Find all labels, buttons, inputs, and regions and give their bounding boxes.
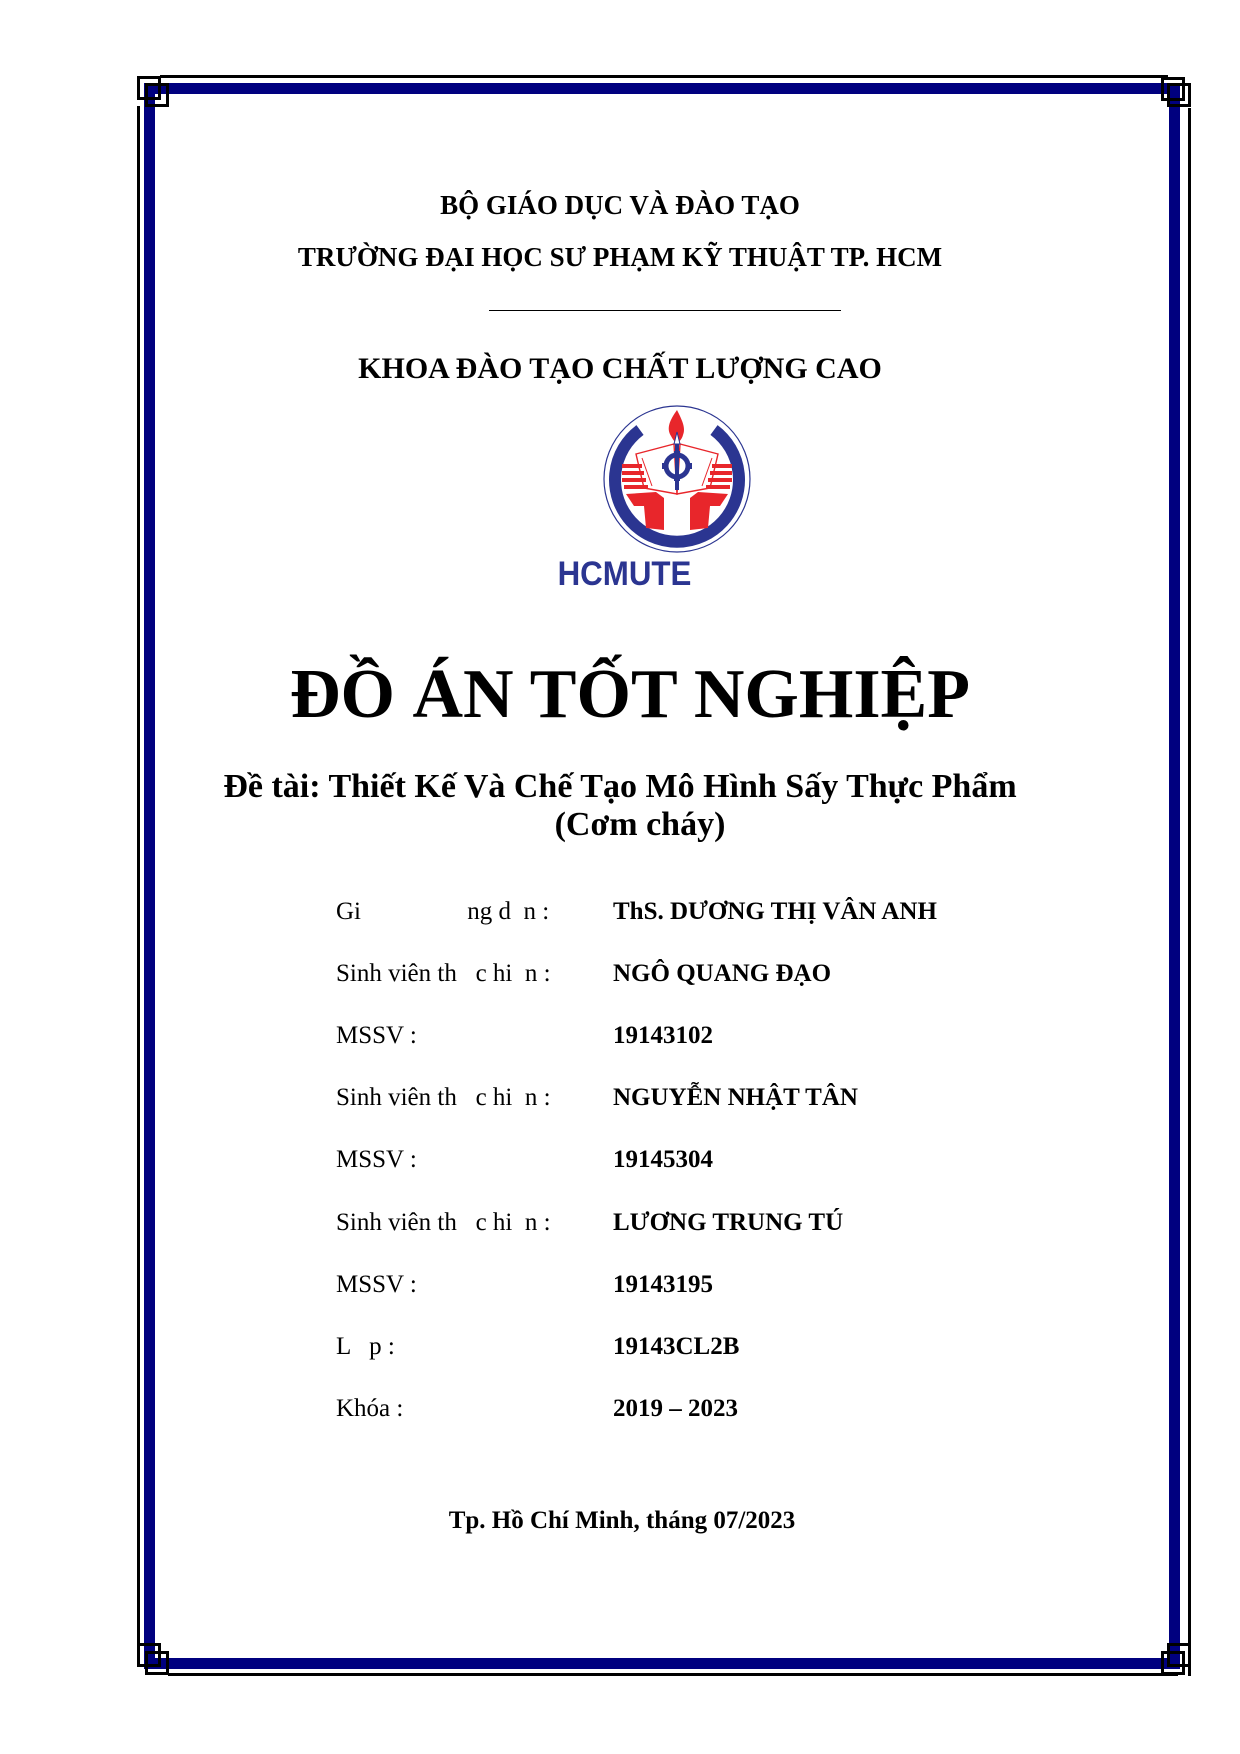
info-value: 19145304 bbox=[613, 1146, 713, 1173]
info-row-student-3 bbox=[336, 1209, 1036, 1239]
info-row-student-1 bbox=[336, 960, 1036, 990]
document-title: ĐỒ ÁN TỐT NGHIỆP bbox=[289, 656, 971, 733]
info-label: Gi ng d n : bbox=[336, 898, 550, 925]
faculty-heading: KHOA ĐÀO TẠO CHẤT LƯỢNG CAO bbox=[358, 352, 882, 385]
info-value: 19143CL2B bbox=[613, 1333, 740, 1360]
info-row-mssv-1 bbox=[336, 1022, 1036, 1052]
border-corner-tl-b bbox=[145, 83, 169, 107]
border-blue-frame bbox=[144, 83, 1180, 1669]
info-label: Sinh viên th c hi n : bbox=[336, 1209, 551, 1236]
border-outer-right-line bbox=[1188, 108, 1191, 1676]
info-row-course bbox=[336, 1395, 1036, 1425]
info-row-mssv-2 bbox=[336, 1146, 1036, 1176]
info-value: NGÔ QUANG ĐẠO bbox=[613, 960, 832, 987]
info-value: 2019 – 2023 bbox=[613, 1395, 738, 1422]
info-row-advisor bbox=[336, 898, 1036, 928]
border-corner-br-b bbox=[1167, 1643, 1191, 1667]
info-row-class bbox=[336, 1333, 1036, 1363]
info-label: MSSV : bbox=[336, 1271, 417, 1298]
info-label: Khóa : bbox=[336, 1395, 404, 1422]
ministry-heading: BỘ GIÁO DỤC VÀ ĐÀO TẠO bbox=[440, 190, 800, 220]
hcmute-wordmark: HCMUTE bbox=[557, 555, 692, 593]
info-value: LƯƠNG TRUNG TÚ bbox=[613, 1209, 844, 1236]
border-corner-bl-b bbox=[145, 1651, 169, 1675]
info-label: MSSV : bbox=[336, 1022, 417, 1049]
info-row-mssv-3 bbox=[336, 1271, 1036, 1301]
border-outer-bottom-line bbox=[168, 1673, 1178, 1676]
topic-line-2: (Cơm cháy) bbox=[554, 806, 726, 843]
border-outer-top-line bbox=[160, 75, 1168, 78]
info-value: ThS. DƯƠNG THỊ VÂN ANH bbox=[613, 898, 937, 925]
border-corner-tr-b bbox=[1167, 83, 1191, 107]
info-label: MSSV : bbox=[336, 1146, 417, 1173]
info-label: Sinh viên th c hi n : bbox=[336, 1084, 551, 1111]
border-outer-left-line bbox=[137, 106, 140, 1654]
info-label: Sinh viên th c hi n : bbox=[336, 960, 551, 987]
topic-line-1: Đề tài: Thiết Kế Và Chế Tạo Mô Hình Sấy Thực Phẩm bbox=[223, 768, 1017, 805]
hcmute-emblem-icon bbox=[600, 402, 754, 556]
university-heading: TRƯỜNG ĐẠI HỌC SƯ PHẠM KỸ THUẬT TP. HCM bbox=[297, 242, 943, 272]
info-value: NGUYỄN NHẬT TÂN bbox=[613, 1084, 858, 1111]
info-label: L p : bbox=[336, 1333, 395, 1360]
info-value: 19143102 bbox=[613, 1022, 713, 1049]
place-date: Tp. Hồ Chí Minh, tháng 07/2023 bbox=[448, 1507, 796, 1534]
header-divider bbox=[489, 310, 841, 311]
info-row-student-2 bbox=[336, 1084, 1036, 1114]
info-value: 19143195 bbox=[613, 1271, 713, 1298]
